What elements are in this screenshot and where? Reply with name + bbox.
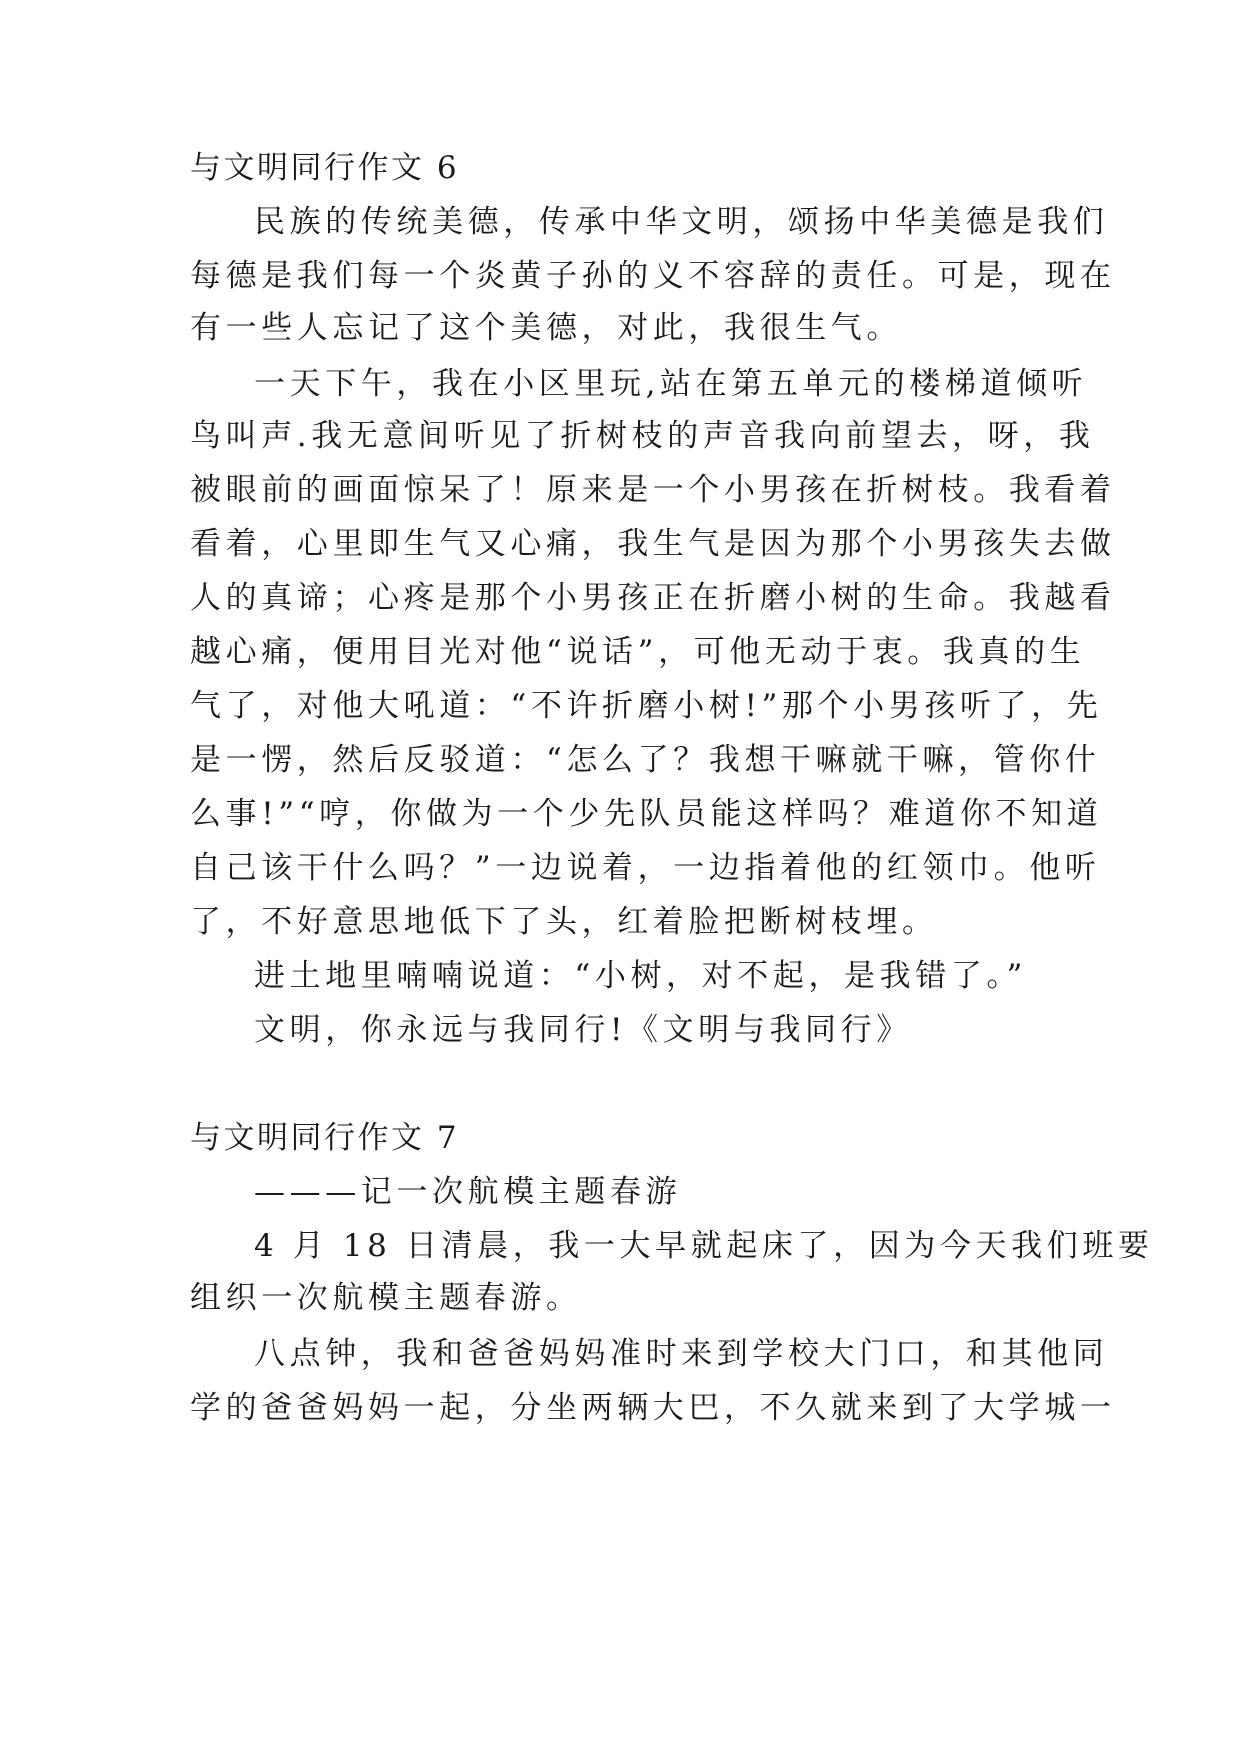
paragraph-line: 看着，心里即生气又心痛，我生气是因为那个小男孩失去做 [190, 526, 1116, 562]
paragraph-line: 4 月 18 日清晨，我一大早就起床了，因为今天我们班要 [254, 1228, 1154, 1264]
paragraph-line: 一天下午，我在小区里玩,站在第五单元的楼梯道倾听 [254, 366, 1088, 402]
paragraph-line: 是一愣，然后反驳道：“怎么了？我想干嘛就干嘛，管你什 [190, 742, 1101, 778]
paragraph-line: 文明，你永远与我同行!《文明与我同行》 [254, 1012, 912, 1048]
paragraph-line: 组织一次航模主题春游。 [190, 1280, 582, 1316]
paragraph-line: 学的爸爸妈妈一起，分坐两辆大巴，不久就来到了大学城一 [190, 1390, 1116, 1426]
section-title-7: 与文明同行作文 7 [190, 1120, 460, 1156]
paragraph-line: 被眼前的画面惊呆了！原来是一个小男孩在折树枝。我看着 [190, 472, 1116, 508]
paragraph-line: 八点钟，我和爸爸妈妈准时来到学校大门口，和其他同 [254, 1336, 1109, 1372]
paragraph-line: 有一些人忘记了这个美德，对此，我很生气。 [190, 310, 902, 346]
paragraph-line: 每德是我们每一个炎黄子孙的义不容辞的责任。可是，现在 [190, 258, 1116, 294]
paragraph-line: 进土地里喃喃说道：“小树，对不起，是我错了。” [254, 958, 1027, 994]
subtitle-line: ———记一次航模主题春游 [254, 1174, 682, 1210]
paragraph-line: 越心痛，便用目光对他“说话”，可他无动于衷。我真的生 [190, 634, 1086, 670]
paragraph-line: 么事!”“哼，你做为一个少先队员能这样吗？难道你不知道 [190, 796, 1103, 832]
section-title-6: 与文明同行作文 6 [190, 150, 460, 186]
paragraph-line: 民族的传统美德，传承中华文明，颂扬中华美德是我们 [254, 204, 1109, 240]
paragraph-line: 气了，对他大吼道：“不许折磨小树!”那个小男孩听了，先 [190, 688, 1103, 724]
paragraph-line: 了，不好意思地低下了头，红着脸把断树枝埋。 [190, 904, 938, 940]
paragraph-line: 鸟叫声.我无意间听见了折树枝的声音我向前望去，呀，我 [190, 418, 1095, 454]
paragraph-line: 人的真谛；心疼是那个小男孩正在折磨小树的生命。我越看 [190, 580, 1116, 616]
paragraph-line: 自己该干什么吗？”一边说着，一边指着他的红领巾。他听 [190, 850, 1101, 886]
